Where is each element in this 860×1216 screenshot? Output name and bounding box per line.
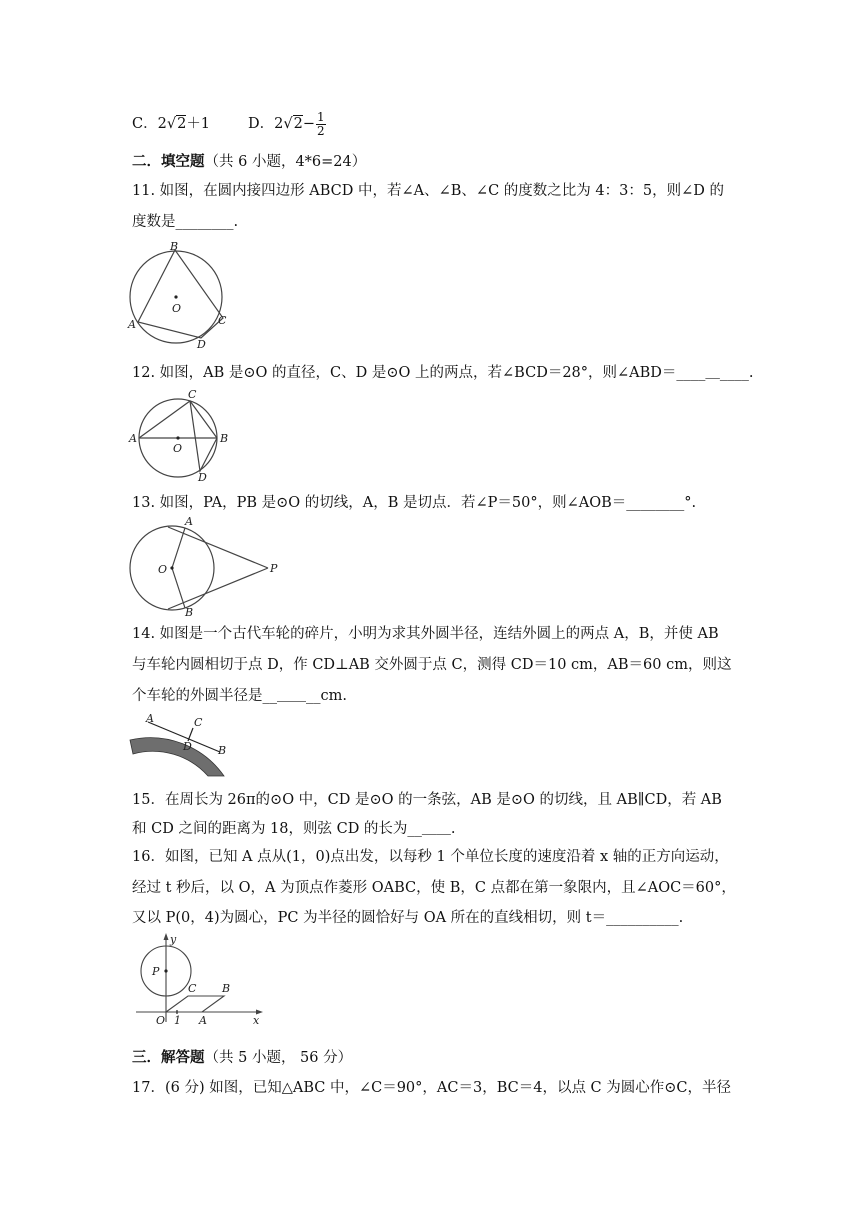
sqrt-sign: √ [283,116,293,132]
q16-label-one: 1 [174,1014,181,1027]
section-3-heading: 三．解答题（共 5 小题， 56 分） [132,1049,353,1066]
q11-label-a: A [128,318,136,331]
q12-text: 12. 如图，AB 是⊙O 的直径，C、D 是⊙O 上的两点，若∠BCD＝28°，则∠ABD＝____＿____. [132,365,754,381]
q11-label-c: C [218,314,227,327]
q13-figure [128,516,288,618]
q15-line-1: 15．在周长为 26π的⊙O 中，CD 是⊙O 的一条弦，AB 是⊙O 的切线，且 AB∥CD，若 AB [132,792,722,808]
q16-line-3: 又以 P(0，4)为圆心，PC 为半径的圆恰好与 OA 所在的直线相切，则 t＝__________. [132,910,684,926]
q11-line-1: 11. 如图，在圆内接四边形 ABCD 中，若∠A、∠B、∠C 的度数之比为 4：3：5，则∠D 的 [132,183,724,199]
q15-line-2: 和 CD 之间的距离为 18，则弦 CD 的长为__＿＿. [132,821,456,837]
q14-label-d: D [183,740,192,753]
q16-label-x: x [253,1014,260,1027]
q11-line-2: 度数是________. [132,214,239,230]
fraction-one-half: $\frac{1}{2}$ [317,109,325,138]
q14-line-1: 14. 如图是一个古代车轮的碎片，小明为求其外圆半径，连结外圆上的两点 A，B，并使 AB [132,626,719,642]
q11-label-d: D [197,338,206,351]
q13-label-p: P [270,562,278,575]
q16-label-b: B [222,982,231,995]
q14-line-2: 与车轮内圆相切于点 D，作 CD⊥AB 交外圆于点 C，测得 CD＝10 cm，AB＝60 cm，则这 [132,657,732,673]
q14-label-a: A [146,712,154,725]
q12-label-c: C [188,388,197,401]
q16-label-c: C [188,982,197,995]
q14-line-3: 个车轮的外圆半径是__＿＿__cm. [132,688,347,704]
q16-label-y: y [170,933,177,946]
q11-label-o: O [172,302,182,315]
q17-line-1: 17．(6 分) 如图，已知△ABC 中，∠C＝90°，AC＝3，BC＝4，以点 C 为圆心作⊙C，半径 [132,1080,731,1096]
q11-figure [128,240,238,352]
q16-label-p: P [152,965,160,978]
q13-label-b: B [185,606,194,619]
q16-line-2: 经过 t 秒后，以 O，A 为顶点作菱形 OABC，使 B，C 点都在第一象限内，且∠AOC＝60°， [132,880,736,896]
sqrt-sign: √ [166,116,177,132]
q12-label-d: D [198,471,207,484]
option-d-radicand: 2 [293,116,303,132]
section-2-heading: 二．填空题（共 6 小题，4*6=24） [132,153,367,170]
option-c-radicand: 2 [177,116,187,132]
option-d: D．2√2− $\frac{1}{2}$ [248,109,325,138]
q14-label-c: C [194,716,203,729]
q11-label-b: B [170,240,179,253]
q16-label-a: A [199,1014,207,1027]
q12-figure [128,388,238,482]
q12-label-a: A [129,432,137,445]
q13-label-o: O [158,563,168,576]
q16-figure [128,930,268,1026]
option-c: C．2√2＋1 [132,116,211,132]
q14-label-b: B [218,744,227,757]
q14-figure [128,710,238,780]
q16-line-1: 16．如图，已知 A 点从(1，0)点出发，以每秒 1 个单位长度的速度沿着 x 轴的正方向运动， [132,849,729,865]
q16-label-o: O [156,1014,166,1027]
q13-label-a: A [185,515,193,528]
q12-label-b: B [220,432,229,445]
q12-label-o: O [173,442,183,455]
q13-text: 13. 如图，PA，PB 是⊙O 的切线，A，B 是切点．若∠P＝50°，则∠AOB＝________°. [132,495,697,511]
